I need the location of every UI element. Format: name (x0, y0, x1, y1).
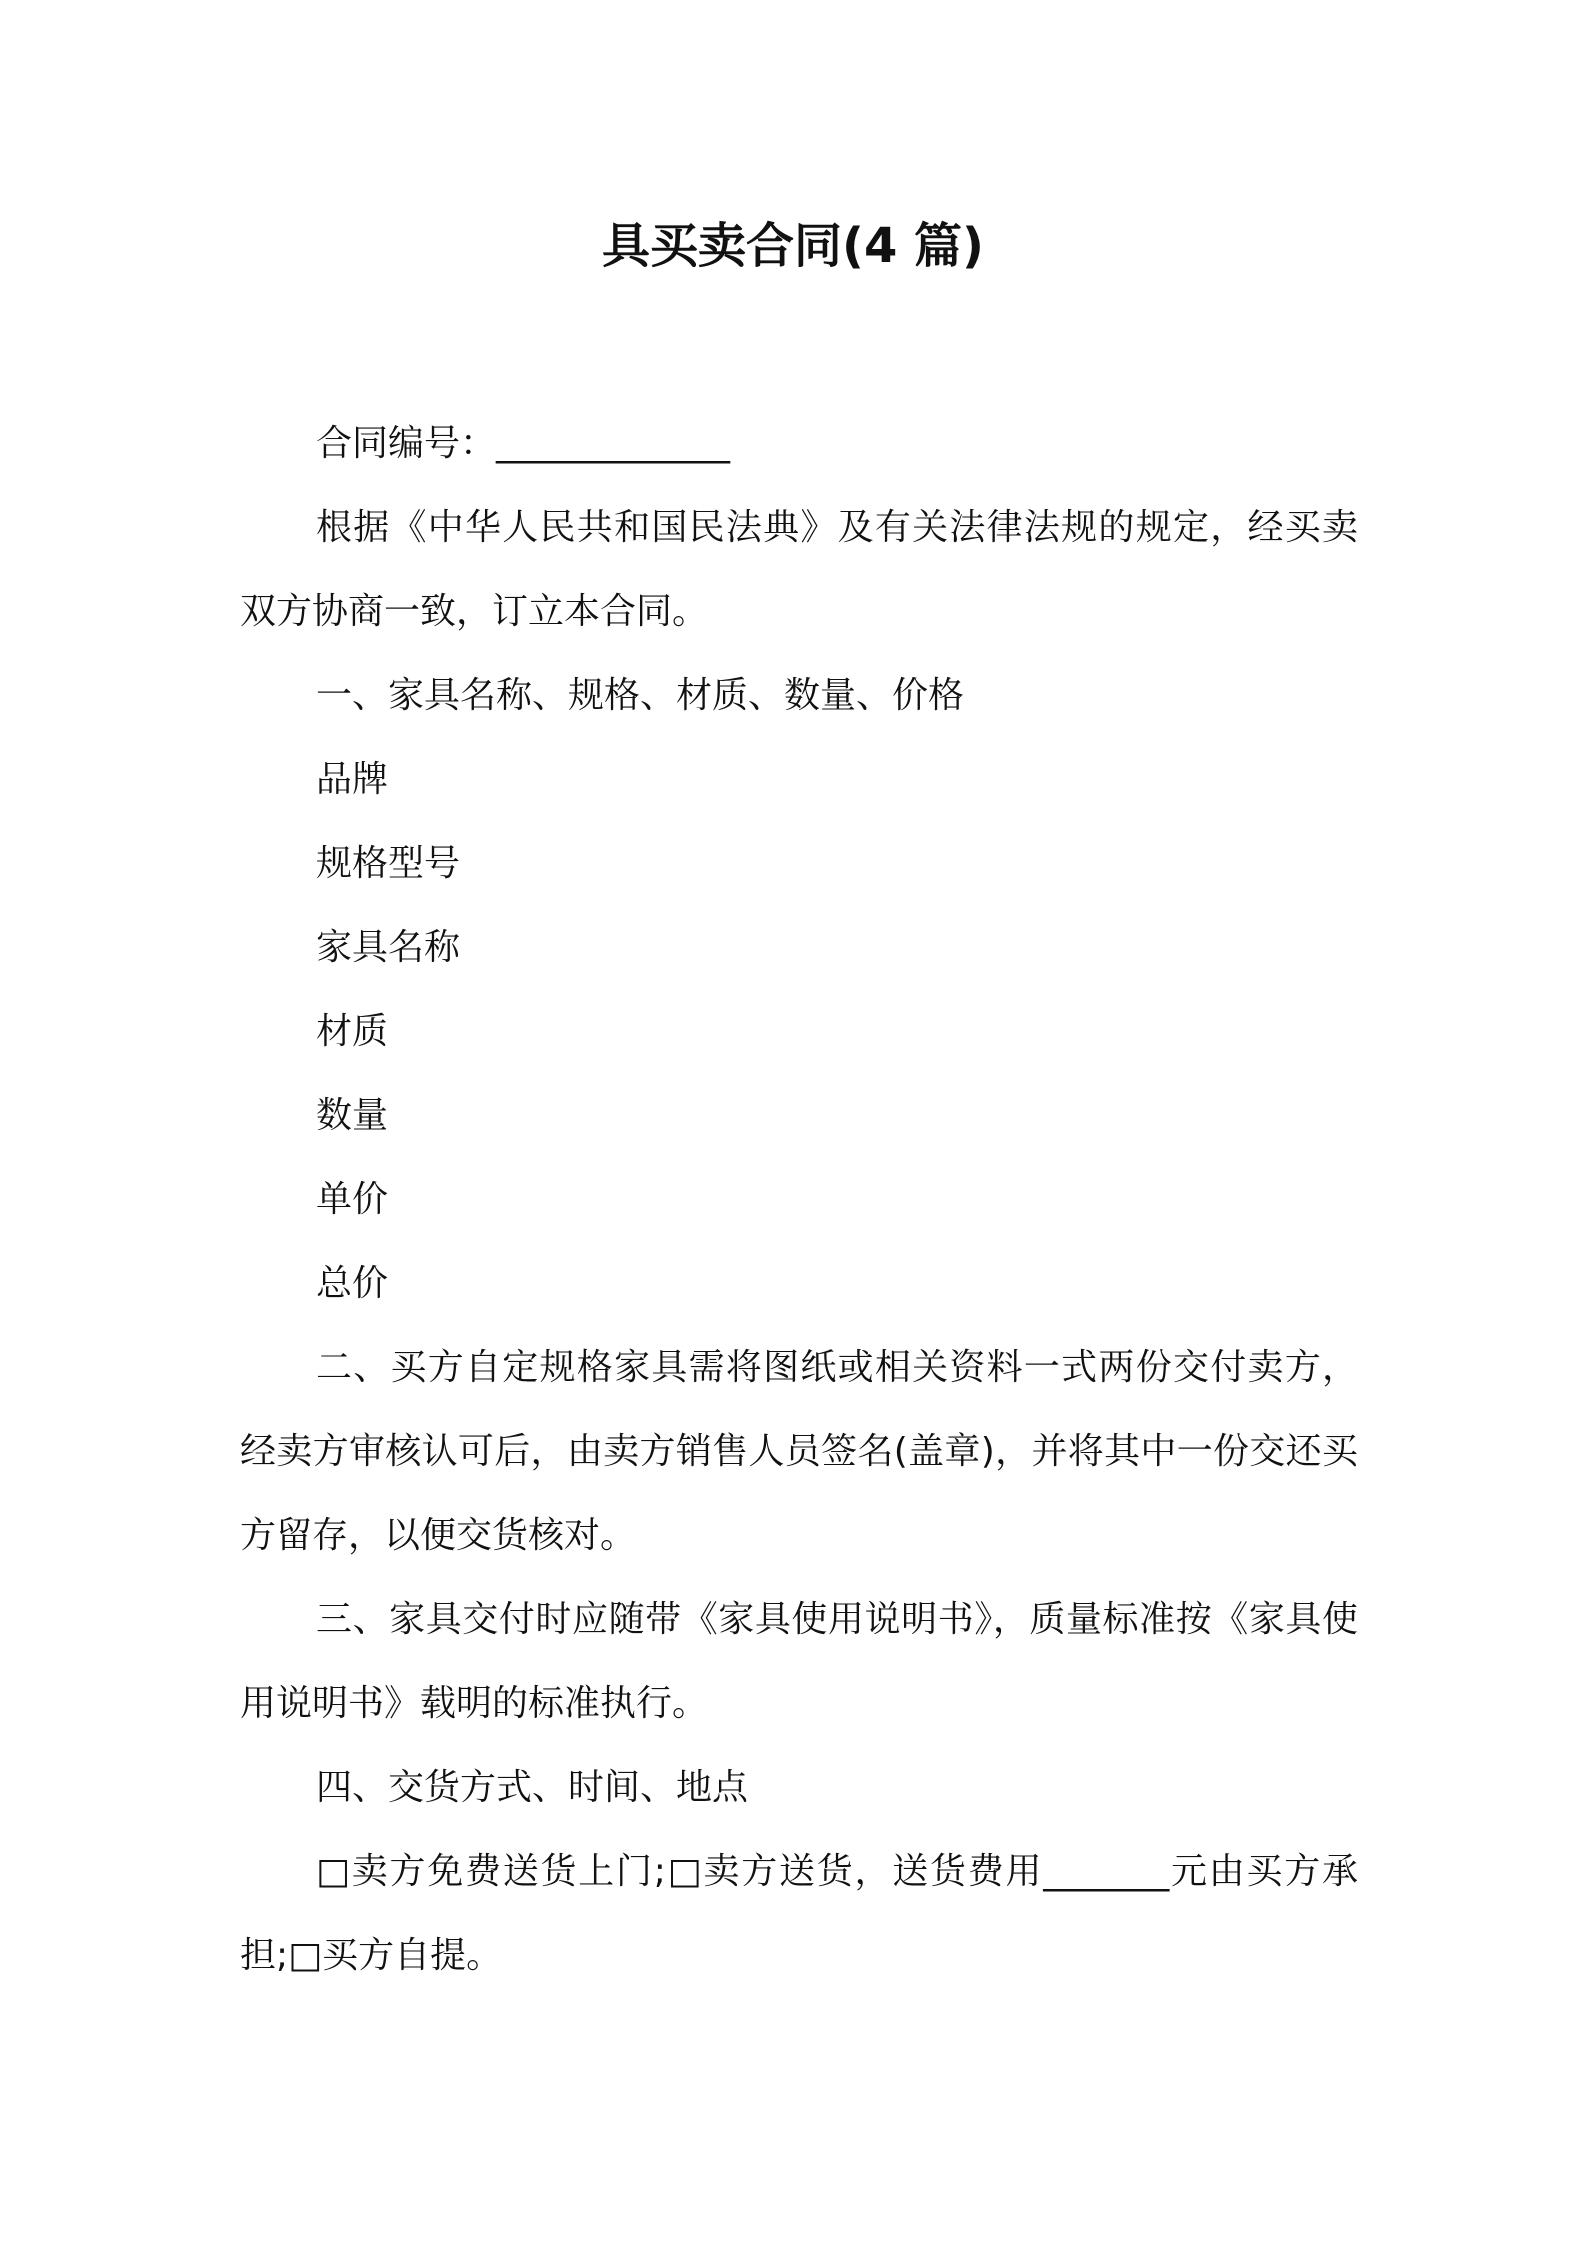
contract-number-line: 合同编号：_____________ (316, 423, 731, 464)
field-brand: 品牌 (316, 759, 389, 800)
field-quantity: 数量 (316, 1095, 389, 1136)
preamble-paragraph: 根据《中华人民共和国民法典》及有关法律法规的规定，经买卖双方协商一致，订立本合同。 (240, 507, 1358, 632)
section-4-heading: 四、交货方式、时间、地点 (316, 1767, 749, 1808)
field-model: 规格型号 (316, 843, 461, 884)
field-furniture-name: 家具名称 (316, 927, 461, 968)
section-3-paragraph: 三、家具交付时应随带《家具使用说明书》，质量标准按《家具使用说明书》载明的标准执行。 (240, 1599, 1358, 1724)
document-title: 具买卖合同(4 篇) (602, 218, 984, 274)
section-1-heading: 一、家具名称、规格、材质、数量、价格 (316, 675, 965, 716)
field-unit-price: 单价 (316, 1179, 389, 1220)
section-2-paragraph: 二、买方自定规格家具需将图纸或相关资料一式两份交付卖方，经卖方审核认可后，由卖方销售人员签名(盖章)，并将其中一份交还买方留存，以便交货核对。 (240, 1347, 1358, 1556)
field-total-price: 总价 (316, 1263, 389, 1304)
delivery-options-paragraph: □卖方免费送货上门;□卖方送货，送货费用_______元由买方承担;□买方自提。 (240, 1851, 1358, 1976)
field-material: 材质 (316, 1011, 389, 1052)
document-body (240, 402, 1358, 1998)
